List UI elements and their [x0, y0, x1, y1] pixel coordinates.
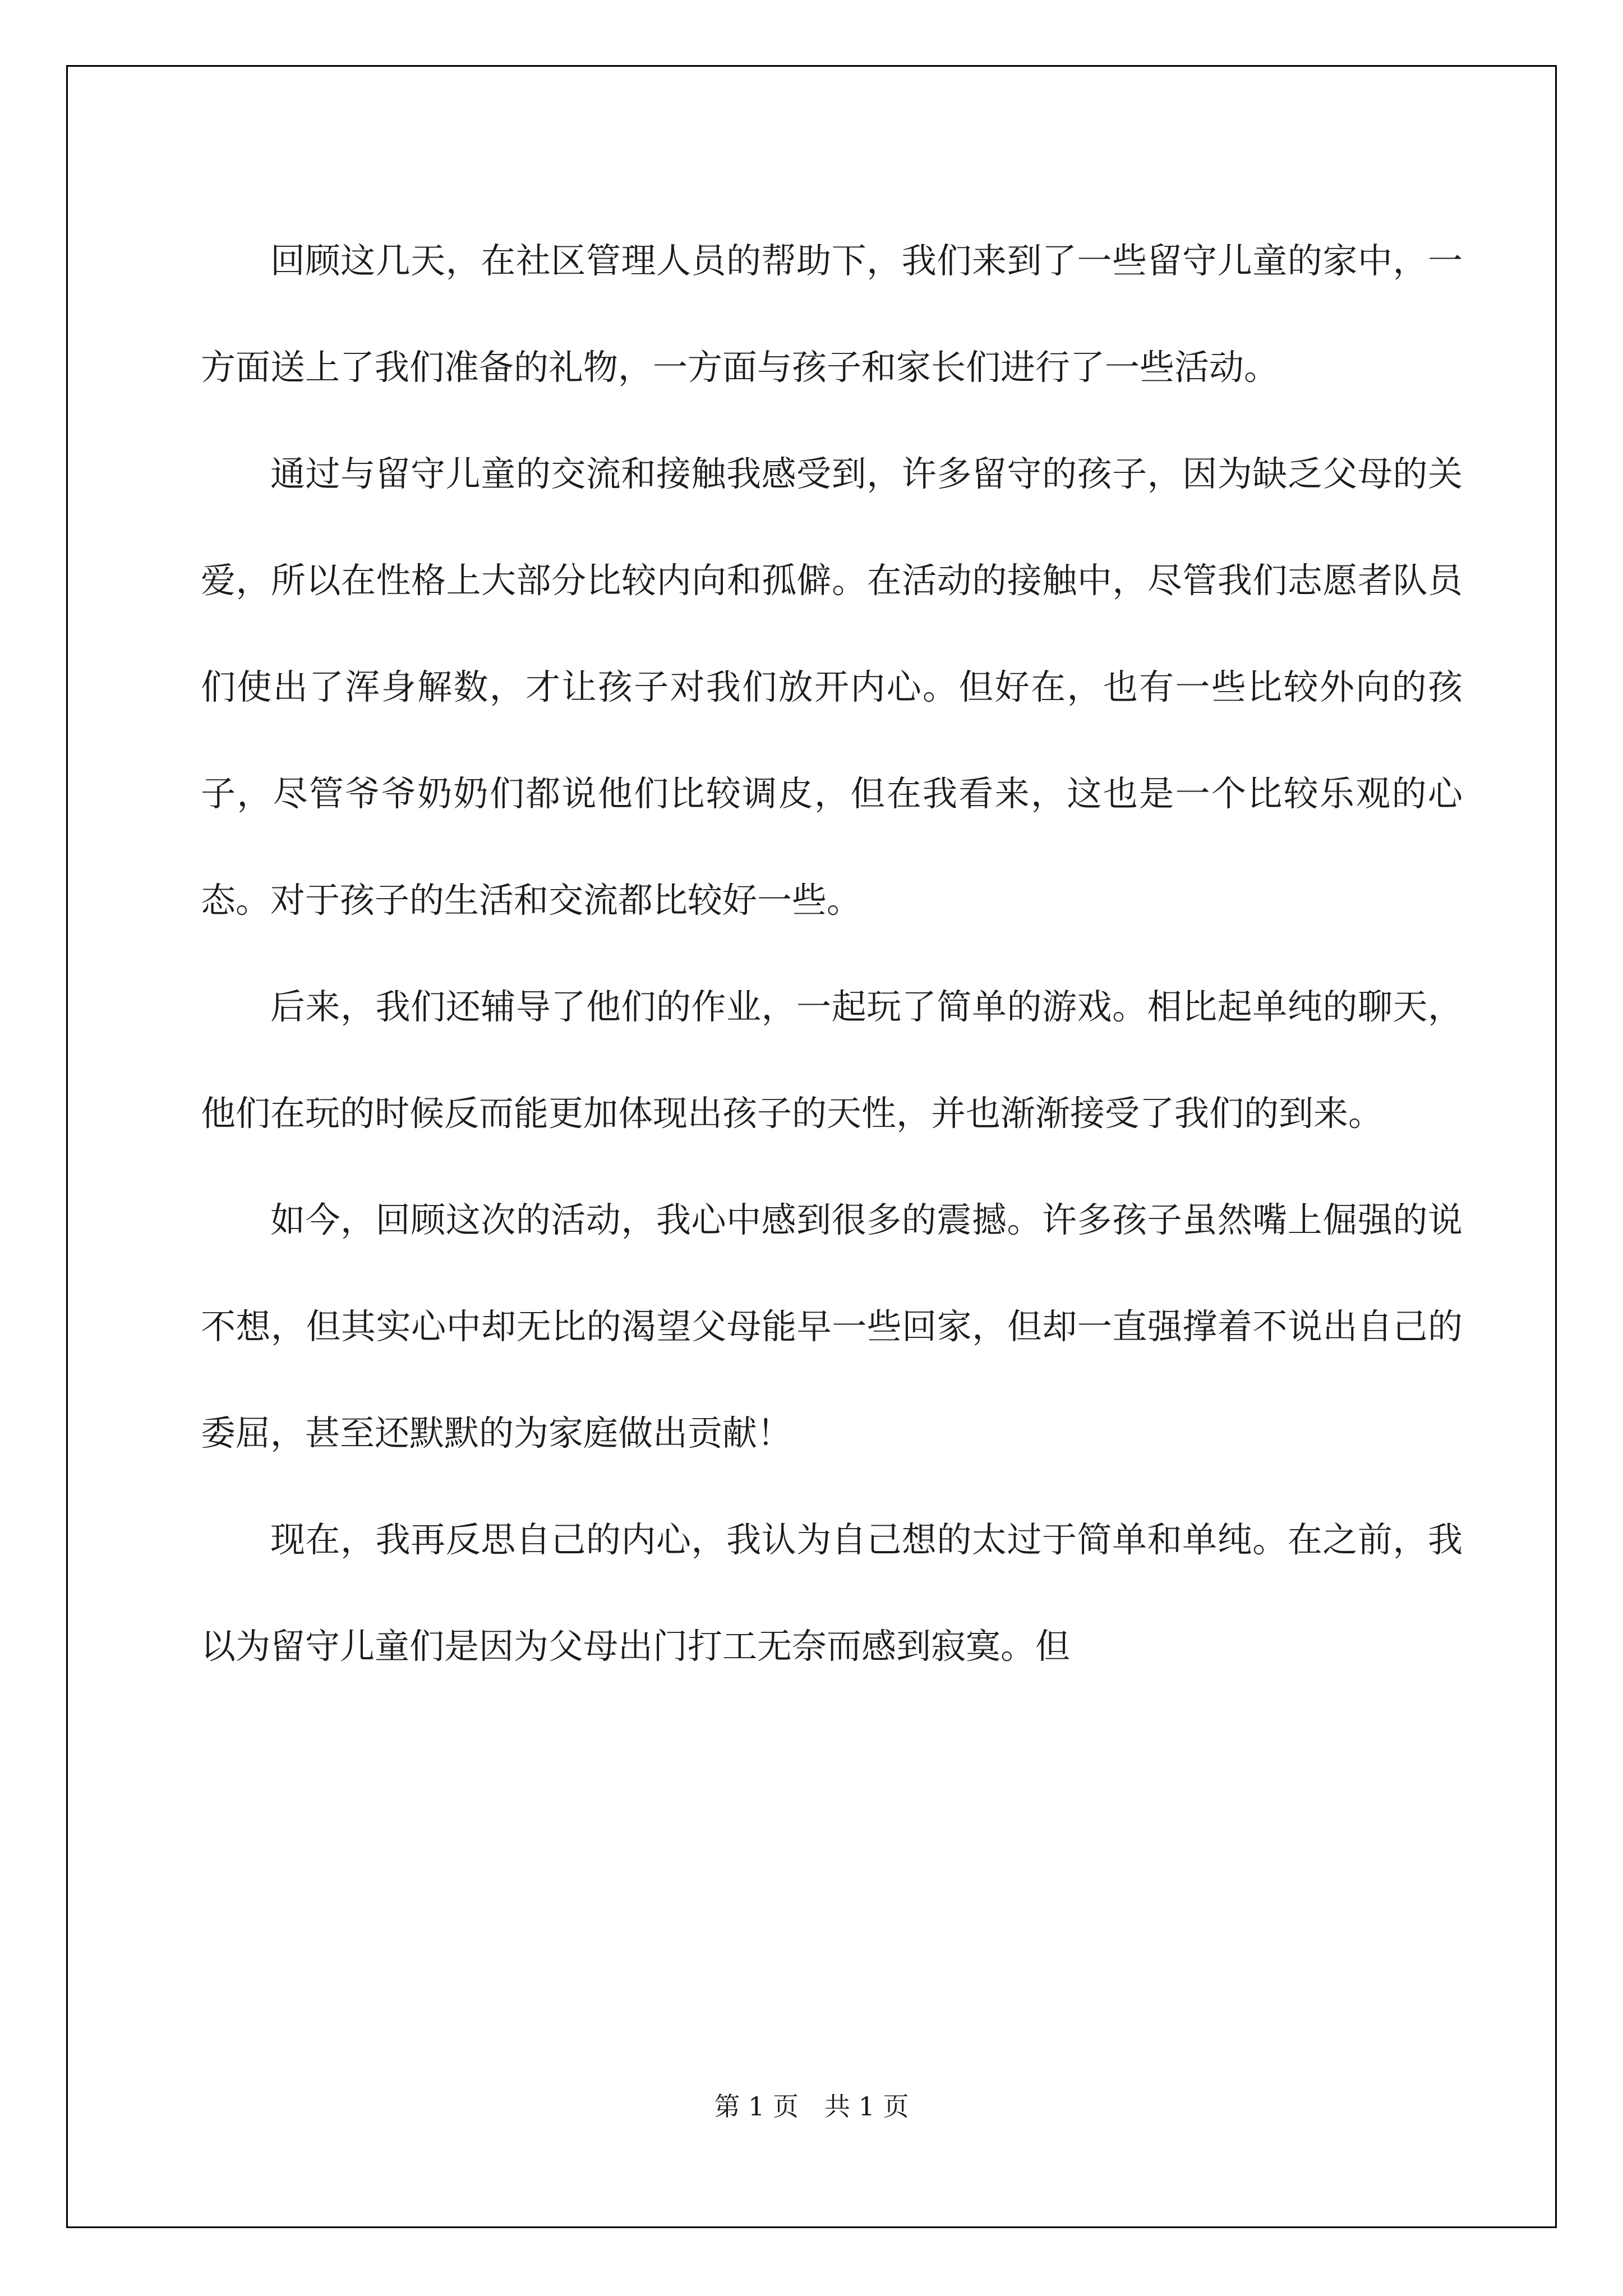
paragraph: 通过与留守儿童的交流和接触我感受到，许多留守的孩子，因为缺乏父母的关爱，所以在性格上大部分比较内向和孤僻。在活动的接触中，尽管我们志愿者队员们使出了浑身解数，才让孩子对我们放开内心。但好在，也有一些比较外向的孩子，尽管爷爷奶奶们都说他们比较调皮，但在我看来，这也是一个比较乐观的心态。对于孩子的生活和交流都比较好一些。	[201, 453, 1463, 921]
paragraph: 回顾这几天，在社区管理人员的帮助下，我们来到了一些留守儿童的家中，一方面送上了我们准备的礼物，一方面与孩子和家长们进行了一些活动。	[201, 240, 1463, 388]
paragraph: 现在，我再反思自己的内心，我认为自己想的太过于简单和单纯。在之前，我以为留守儿童们是因为父母出门打工无奈而感到寂寞。但	[201, 1519, 1463, 1667]
page-number-footer: 第 1 页 共 1 页	[714, 2091, 909, 2122]
paragraph: 如今，回顾这次的活动，我心中感到很多的震撼。许多孩子虽然嘴上倔强的说不想，但其实心中却无比的渴望父母能早一些回家，但却一直强撑着不说出自己的委屈，甚至还默默的为家庭做出贡献！	[201, 1199, 1463, 1453]
paragraph: 后来，我们还辅导了他们的作业，一起玩了简单的游戏。相比起单纯的聊天，他们在玩的时候反而能更加体现出孩子的天性，并也渐渐接受了我们的到来。	[201, 986, 1463, 1134]
document-body	[201, 208, 1463, 1700]
